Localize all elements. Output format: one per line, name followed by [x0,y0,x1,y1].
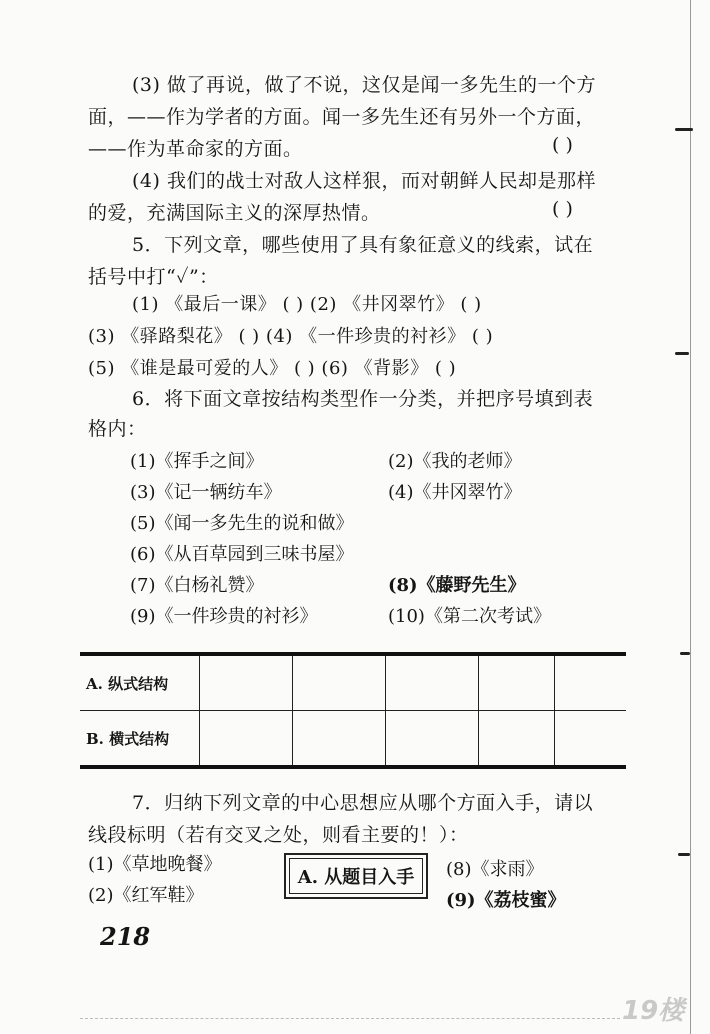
answer-cell[interactable] [200,711,293,768]
row-a-label: A. 纵式结构 [80,654,200,711]
bottom-rule [80,1018,620,1020]
q6-item-3: (3)《记一辆纺车》 [130,482,282,503]
q6-item-2: (2)《我的老师》 [388,451,522,472]
q6-item-1: (1)《挥手之间》 [130,451,264,472]
structure-table [80,652,626,769]
q7-line-2: 线段标明（若有交叉之处，则看主要的！）： [88,824,469,846]
q6-item-7: (7)《白杨礼赞》 [130,575,264,596]
q5-line-1: 5．下列文章，哪些使用了具有象征意义的线索，试在 [132,234,594,256]
answer-cell[interactable] [386,654,479,711]
q7-category-box: A. 从题目入手 [284,853,428,899]
row-b-label: B. 横式结构 [80,711,200,768]
answer-cell[interactable] [479,711,555,768]
q7-left-item-1: (1)《草地晚餐》 [88,854,222,875]
answer-cell[interactable] [555,654,627,711]
q5-row-1[interactable]: (1) 《最后一课》 ( ) (2) 《井冈翠竹》 ( ) [132,294,482,315]
answer-cell[interactable] [479,654,555,711]
q6-item-4: (4)《井冈翠竹》 [388,482,522,503]
q4-answer-paren[interactable]: ( ) [552,198,573,220]
q3-answer-paren[interactable]: ( ) [552,134,573,156]
q4-line-2: 的爱，充满国际主义的深厚热情。 [88,202,381,224]
q5-row-3[interactable]: (5) 《谁是最可爱的人》 ( ) (6) 《背影》 ( ) [88,358,457,379]
answer-cell[interactable] [555,711,627,768]
q5-row-2[interactable]: (3) 《驿路梨花》 ( ) (4) 《一件珍贵的衬衫》 ( ) [88,326,494,347]
q6-item-9: (9)《一件珍贵的衬衫》 [130,606,318,627]
page-edge [690,0,691,1034]
margin-mark [680,652,690,655]
q6-item-5: (5)《闻一多先生的说和做》 [130,513,354,534]
q3-line-1: (3) 做了再说，做了不说，这仅是闻一多先生的一个方 [132,74,596,96]
q6-item-6: (6)《从百草园到三味书屋》 [130,544,354,565]
margin-mark [675,128,693,131]
q6-item-10: (10)《第二次考试》 [388,606,551,627]
q7-right-item-1: (8)《求雨》 [446,859,544,880]
q5-line-2: 括号中打“✓”： [88,266,219,288]
table-row-a [80,654,626,711]
q7-left-item-2: (2)《红军鞋》 [88,885,204,906]
watermark-logo: 19楼 [622,996,685,1026]
answer-cell[interactable] [293,654,386,711]
page-number: 218 [100,922,151,951]
table-row-b [80,711,626,768]
margin-mark [675,352,689,355]
q6-line-2: 格内： [88,418,147,440]
q4-line-1: (4) 我们的战士对敌人这样狠，而对朝鲜人民却是那样 [132,170,596,192]
q3-line-3: ——作为革命家的方面。 [88,138,303,160]
q7-right-item-2: (9)《荔枝蜜》 [446,890,566,911]
q6-item-8: (8)《藤野先生》 [388,575,526,596]
q7-line-1: 7．归纳下列文章的中心思想应从哪个方面入手，请以 [132,792,594,814]
answer-cell[interactable] [386,711,479,768]
answer-cell[interactable] [293,711,386,768]
q3-line-2: 面，——作为学者的方面。闻一多先生还有另外一个方面， [88,106,596,128]
margin-mark [678,853,690,856]
q6-line-1: 6．将下面文章按结构类型作一分类，并把序号填到表 [132,388,594,410]
answer-cell[interactable] [200,654,293,711]
